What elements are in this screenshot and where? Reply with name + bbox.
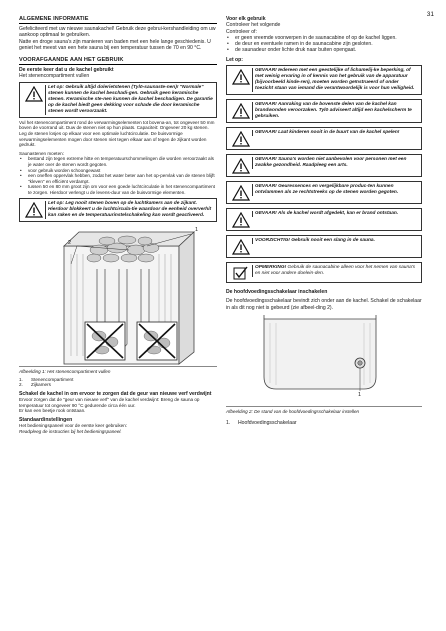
warning-triangle-icon bbox=[23, 85, 45, 102]
list-item: • er geen vreemde voorwerpen in de saunacabine of op de kachel liggen. bbox=[226, 35, 422, 41]
note-label: OPMERKING! bbox=[255, 265, 287, 271]
list-item: • de deur en eventuele ramen in de saunacabine zijn gesloten. bbox=[226, 41, 422, 47]
danger-text: GEVAAR! Sauna's worden niet aanbevolen voor personen met een zwakke gezondheid. Raadpleeg een arts. bbox=[252, 157, 418, 169]
danger-text: GEVAAR! Als de kachel wordt afgedekt, kan er brand ontstaan. bbox=[252, 211, 398, 217]
each-use-check-label-2: Controleer of: bbox=[226, 28, 257, 35]
warning-triangle-icon bbox=[230, 157, 252, 174]
section-title-before-use: VOORAFGAANDE AAN HET GEBRUIK bbox=[19, 57, 217, 65]
attention-heading: Let op: bbox=[226, 56, 243, 63]
warning-text-placement: Let op: Leg nooit stenen boven op de luchtkamers aan de zijkant. Hierdoor blokkeert u de luchtcircula-tie waardoor de eenheid oververhit kan raken en de temperatuurinstelschakeling kan wordt geactiveerd. bbox=[45, 201, 213, 219]
list-item: • bestand zijn tegen extreme hitte en temperatuurschommelingen die worden veroorzaakt als je water over de stenen wordt gegoten. bbox=[19, 156, 217, 167]
smoke-note: Er kan een beetje rook ontstaan. bbox=[19, 408, 86, 414]
each-use-heading: Voor elk gebruik bbox=[226, 16, 266, 22]
intro-paragraph-2: Natte en droge sauna's zijn manieren van baden met een hele lange geschiedenis. U geniet het meest van een hete sauna bij een temperatuur tussen de 70 en 90 °C. bbox=[19, 38, 211, 51]
figure-1-caption: Afbeelding 1: Het stenencompartiment vullen bbox=[19, 368, 111, 374]
warning-triangle-icon bbox=[230, 184, 252, 201]
list-item: • voor gebruik worden schoongewast bbox=[19, 168, 217, 174]
warning-triangle-icon bbox=[230, 130, 252, 147]
mains-switch-paragraph: De hoofdvoedingsschakelaar bevindt zich onder aan de kachel. Schakel de schakelaar in als dit nog niet is gebeurd (zie afbeel-ding 2). bbox=[226, 298, 422, 311]
list-item: • de saunadeur onder lichte druk naar buiten opengaat. bbox=[226, 47, 422, 53]
fill-compartment-subheading: Het stenencompartiment vullen bbox=[19, 73, 90, 80]
note-body: Gebruik de saunacabine alleen voor het nemen van sauna's en niet voor andere doelein-den. bbox=[255, 265, 416, 277]
warning-triangle-icon bbox=[23, 201, 45, 218]
figure-callout-1: 1 bbox=[358, 391, 362, 398]
caution-text: VOORZICHTIG! Gebruik nooit een slang in de sauna. bbox=[252, 238, 375, 244]
heater-illustration bbox=[19, 224, 217, 367]
warning-triangle-icon bbox=[230, 211, 252, 228]
danger-text: GEVAAR! Geuressences en vergelijkbare produc-ten kunnen ontvlammen als ze rechtstreeks op de stenen worden gegoten. bbox=[252, 184, 418, 196]
checkbox-note-icon bbox=[230, 265, 252, 280]
warning-text-stones: Let op: Gebruik altijd dolerietstenen (Tylö-saunaste-nen)! "Normale" stenen kunnen de kachel beschadi-gen. Gebruik geen keramische stenen. Keramische ste-nen kunnen de kachel beschadigen. De garantie op de kachel biedt geen dekking voor schade die door keramische stenen wordt veroorzaakt. bbox=[45, 85, 213, 115]
figure-stone-compartment bbox=[19, 224, 217, 367]
note-box bbox=[226, 262, 422, 283]
list-item: • tussen 50 en 80 mm groot zijn om voor een goede luchtcirculatie in het stenencompartiment te zorgen. Hierdoor verlengt u de levens-duur van de buisvormige elementen. bbox=[19, 184, 217, 195]
caution-box-hose bbox=[226, 235, 422, 258]
note-text bbox=[252, 265, 418, 277]
danger-text: GEVAAR! Iedereen met een geestelijke of lichamelij-ke beperking, of met weinig ervaring in of kennis van het gebruik van de apparatuur (bijvoorbeeld kinde-ren), moeten worden geïnstrueerd of onder toezicht staan van iemand die verantwoordelijk is voor hun veiligheid. bbox=[252, 68, 418, 92]
figure-callout-1: 1 bbox=[195, 226, 199, 233]
first-use-heading: De eerste keer dat u de kachel gebruikt bbox=[19, 67, 114, 74]
mains-switch-illustration bbox=[226, 315, 422, 407]
default-settings-paragraph: Het bedieningspaneel voor de eerste keer gebruiken: bbox=[19, 423, 128, 429]
figure-2-legend bbox=[226, 420, 422, 426]
default-settings-reference: Readpleeg de instructies bij het bedieningspaneel. bbox=[19, 428, 122, 434]
warning-triangle-icon bbox=[230, 102, 252, 119]
figure-mains-switch bbox=[226, 315, 422, 407]
list-item: 2. Zijkamers bbox=[19, 382, 51, 388]
mains-switch-heading: De hoofdvoedingsschakelaar inschakelen bbox=[226, 289, 328, 296]
section-title-general: ALGEMENE INFORMATIE bbox=[19, 16, 217, 24]
figure-callout-2: 2 bbox=[68, 239, 72, 246]
left-column bbox=[19, 16, 217, 434]
danger-text: GEVAAR! Laat kinderen nooit in de buurt van de kachel spelen! bbox=[252, 130, 399, 136]
stones-paragraph-1: Vul het stenencompartiment rond de verwarmingselementen tot bovena-an, tot ongeveer 50 mm boven de voorrand uit. Duw de stenen niet op hun plaats. Capaciteit: Ongeveer 20 kg stenen. bbox=[19, 119, 215, 131]
warning-box-placement bbox=[19, 198, 217, 222]
right-column bbox=[226, 16, 422, 426]
page-number: 31 bbox=[426, 11, 434, 18]
switch-on-heading: Schakel de kachel in om ervoor te zorgen dat de geur van nieuwe verf verdwijnt bbox=[19, 390, 212, 397]
figure-2-caption: Afbeelding 2: De stand van de hoofdvoedingsschakelaar instellen bbox=[226, 408, 360, 414]
stones-paragraph-2: Leg de stenen losjes op elkaar voor een optimale luchtcirculatie. De buisvormige verwarmingselementen mogen door stenen niet tegen elkaar aan of tegen de zijkant worden gedrukt. bbox=[19, 130, 207, 148]
warning-box-stones bbox=[19, 82, 217, 118]
switch-on-paragraph: Ervoor zorgen dat de "geur van nieuwe verf" van de kachel verdwijnt: Breng de sauna op temperatuur tot ongeveer 90 °C gedurende circa één uur. bbox=[19, 396, 200, 408]
warning-triangle-icon bbox=[230, 68, 252, 85]
danger-box-burns bbox=[226, 99, 422, 123]
danger-box-covered bbox=[226, 208, 422, 231]
warning-triangle-icon bbox=[230, 238, 252, 255]
each-use-checklist bbox=[226, 35, 422, 54]
figure-1-legend bbox=[19, 377, 217, 388]
default-settings-heading: Standaardinstellingen bbox=[19, 416, 73, 423]
danger-box-health bbox=[226, 154, 422, 177]
stones-requirements-list bbox=[19, 156, 217, 195]
list-item: • een oneffen oppervlak hebben, zodat het water beter aan het op-pervlak van de stenen blijft "kleven" en efficiënt verdampt. bbox=[19, 173, 217, 184]
list-item-number: 1. bbox=[226, 419, 231, 426]
each-use-check-label: Controleer het volgende bbox=[226, 22, 281, 29]
danger-text: GEVAAR! Aanraking van de bovenste delen van de kachel kan brandwonden veroorzaken. Tylö adviseert altijd een kachelscherm te gebruiken. bbox=[252, 102, 418, 120]
danger-box-children bbox=[226, 127, 422, 150]
list-item: Hoofdvoedingsschakelaar bbox=[238, 419, 297, 426]
list-item: 1. Stenencompartiment bbox=[19, 376, 74, 382]
danger-box-supervision bbox=[226, 65, 422, 95]
danger-box-essences bbox=[226, 181, 422, 204]
stones-must-label: Saunastenen moeten: bbox=[19, 150, 64, 156]
intro-paragraph-1: Gefeliciteerd met uw nieuwe saunakachel! Gebruik deze gebrui-kershandleiding om uw aankoop optimaal te gebruiken. bbox=[19, 26, 216, 39]
